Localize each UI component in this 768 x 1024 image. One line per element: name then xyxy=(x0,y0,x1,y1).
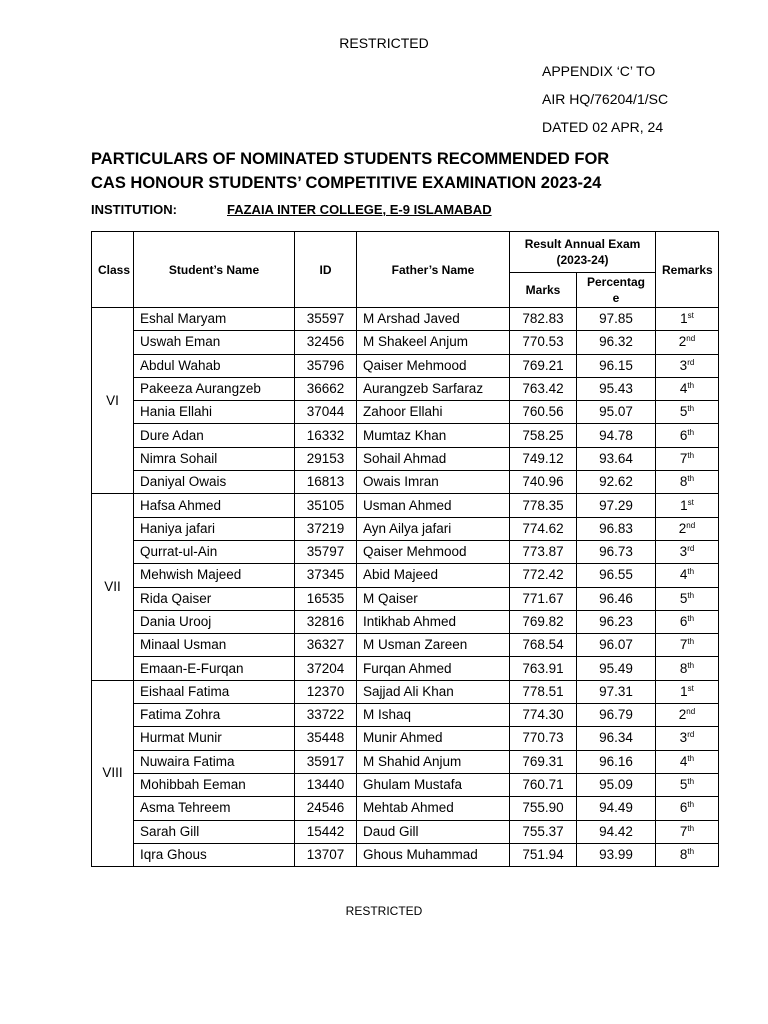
student-id-cell: 37044 xyxy=(295,401,357,424)
student-id-cell: 36662 xyxy=(295,377,357,400)
rank-suffix: st xyxy=(687,497,694,507)
table-row xyxy=(92,377,719,400)
remarks-cell xyxy=(656,331,719,354)
student-name-cell: Mehwish Majeed xyxy=(134,564,295,587)
rank-number: 4 xyxy=(679,381,688,397)
remarks-cell xyxy=(656,564,719,587)
rank-number: 4 xyxy=(679,567,688,583)
header-class: Class xyxy=(92,232,134,308)
rank-suffix: th xyxy=(687,846,695,856)
percentage-cell: 97.31 xyxy=(577,680,656,703)
restricted-marking-top: RESTRICTED xyxy=(339,35,429,51)
marks-cell: 751.94 xyxy=(510,843,577,866)
table-row xyxy=(92,471,719,494)
students-table-body xyxy=(92,308,719,867)
title-line-2: CAS HONOUR STUDENTS’ COMPETITIVE EXAMINATION 2023-24 xyxy=(91,174,602,192)
student-id-cell: 35105 xyxy=(295,494,357,517)
rank-suffix: nd xyxy=(686,334,696,344)
rank-number: 1 xyxy=(680,683,688,699)
father-name-cell: Owais Imran xyxy=(357,471,510,494)
student-name-cell: Haniya jafari xyxy=(134,517,295,540)
student-id-cell: 16332 xyxy=(295,424,357,447)
father-name-cell: Daud Gill xyxy=(357,820,510,843)
student-id-cell: 16813 xyxy=(295,471,357,494)
rank-suffix: th xyxy=(687,660,695,670)
header-result-annual-exam xyxy=(510,232,656,273)
father-name-cell: Mumtaz Khan xyxy=(357,424,510,447)
student-id-cell: 36327 xyxy=(295,634,357,657)
father-name-cell: Ghous Muhammad xyxy=(357,843,510,866)
marks-cell: 740.96 xyxy=(510,471,577,494)
student-id-cell: 35448 xyxy=(295,727,357,750)
table-row xyxy=(92,773,719,796)
remarks-cell xyxy=(656,377,719,400)
father-name-cell: Munir Ahmed xyxy=(357,727,510,750)
restricted-marking-bottom: RESTRICTED xyxy=(345,904,423,918)
rank-number: 2 xyxy=(678,707,687,723)
marks-cell: 769.21 xyxy=(510,354,577,377)
header-percentage xyxy=(577,273,656,308)
student-id-cell: 37345 xyxy=(295,564,357,587)
marks-cell: 763.42 xyxy=(510,377,577,400)
marks-cell: 755.37 xyxy=(510,820,577,843)
rank-number: 2 xyxy=(678,334,687,350)
remarks-cell xyxy=(656,471,719,494)
student-name-cell: Emaan-E-Furqan xyxy=(134,657,295,680)
father-name-cell: M Usman Zareen xyxy=(357,634,510,657)
percentage-cell: 95.09 xyxy=(577,773,656,796)
percentage-cell: 93.64 xyxy=(577,447,656,470)
marks-cell: 771.67 xyxy=(510,587,577,610)
percentage-cell: 97.29 xyxy=(577,494,656,517)
marks-cell: 763.91 xyxy=(510,657,577,680)
rank-suffix: th xyxy=(687,381,695,391)
marks-cell: 760.56 xyxy=(510,401,577,424)
rank-number: 1 xyxy=(680,497,688,513)
student-id-cell: 33722 xyxy=(295,704,357,727)
percentage-cell: 92.62 xyxy=(577,471,656,494)
percentage-cell: 96.73 xyxy=(577,540,656,563)
rank-suffix: th xyxy=(687,777,695,787)
institution-label: INSTITUTION: xyxy=(91,202,177,217)
student-name-cell: Daniyal Owais xyxy=(134,471,295,494)
rank-number: 3 xyxy=(679,730,688,746)
rank-number: 6 xyxy=(679,614,688,629)
father-name-cell: Furqan Ahmed xyxy=(357,657,510,680)
student-id-cell: 35796 xyxy=(295,354,357,377)
percentage-cell: 96.83 xyxy=(577,517,656,540)
rank-suffix: th xyxy=(687,823,695,833)
table-row xyxy=(92,634,719,657)
header-marks: Marks xyxy=(510,273,577,308)
remarks-cell xyxy=(656,657,719,680)
percentage-cell: 93.99 xyxy=(577,843,656,866)
father-name-cell: Abid Majeed xyxy=(357,564,510,587)
student-name-cell: Qurrat-ul-Ain xyxy=(134,540,295,563)
marks-cell: 758.25 xyxy=(510,424,577,447)
table-row xyxy=(92,610,719,633)
marks-cell: 755.90 xyxy=(510,797,577,820)
student-name-cell: Nuwaira Fatima xyxy=(134,750,295,773)
student-id-cell: 35597 xyxy=(295,308,357,331)
rank-suffix: rd xyxy=(687,730,695,740)
rank-suffix: th xyxy=(687,474,695,484)
institution-name: FAZAIA INTER COLLEGE, E-9 ISLAMABAD xyxy=(227,202,492,217)
student-name-cell: Mohibbah Eeman xyxy=(134,773,295,796)
marks-cell: 778.35 xyxy=(510,494,577,517)
table-row xyxy=(92,564,719,587)
father-name-cell: Qaiser Mehmood xyxy=(357,354,510,377)
rank-number: 7 xyxy=(679,823,688,839)
student-name-cell: Hurmat Munir xyxy=(134,727,295,750)
header-id: ID xyxy=(295,232,357,308)
student-id-cell: 16535 xyxy=(295,587,357,610)
letter-date: DATED 02 APR, 24 xyxy=(542,119,664,135)
remarks-cell xyxy=(656,773,719,796)
student-id-cell: 35917 xyxy=(295,750,357,773)
remarks-cell xyxy=(656,540,719,563)
marks-cell: 749.12 xyxy=(510,447,577,470)
table-row xyxy=(92,331,719,354)
rank-number: 4 xyxy=(679,753,688,769)
rank-number: 7 xyxy=(679,450,688,466)
table-row xyxy=(92,797,719,820)
header-remarks: Remarks xyxy=(656,232,719,308)
student-id-cell: 37219 xyxy=(295,517,357,540)
student-id-cell: 12370 xyxy=(295,680,357,703)
letter-reference-number: AIR HQ/76204/1/SC xyxy=(542,91,669,107)
student-name-cell: Rida Qaiser xyxy=(134,587,295,610)
student-name-cell: Nimra Sohail xyxy=(134,447,295,470)
percentage-cell: 96.46 xyxy=(577,587,656,610)
document-title xyxy=(91,147,711,195)
rank-number: 2 xyxy=(678,520,687,536)
title-line-1: PARTICULARS OF NOMINATED STUDENTS RECOMMENDED FOR xyxy=(91,150,610,168)
marks-cell: 774.30 xyxy=(510,704,577,727)
remarks-cell xyxy=(656,517,719,540)
remarks-cell xyxy=(656,680,719,703)
father-name-cell: Ghulam Mustafa xyxy=(357,773,510,796)
percentage-cell: 94.78 xyxy=(577,424,656,447)
father-name-cell: M Shahid Anjum xyxy=(357,750,510,773)
percentage-cell: 97.85 xyxy=(577,308,656,331)
table-row xyxy=(92,727,719,750)
remarks-cell xyxy=(656,727,719,750)
father-name-cell: Sohail Ahmad xyxy=(357,447,510,470)
header-father-name: Father’s Name xyxy=(357,232,510,308)
father-name-cell: Ayn Ailya jafari xyxy=(357,517,510,540)
rank-number: 8 xyxy=(679,474,688,490)
remarks-cell xyxy=(656,704,719,727)
rank-suffix: st xyxy=(687,683,694,693)
students-table xyxy=(91,231,719,867)
class-cell: VIII xyxy=(92,680,134,866)
remarks-cell xyxy=(656,354,719,377)
table-row xyxy=(92,494,719,517)
table-row xyxy=(92,587,719,610)
percentage-cell: 96.34 xyxy=(577,727,656,750)
marks-cell: 772.42 xyxy=(510,564,577,587)
father-name-cell: M Qaiser xyxy=(357,587,510,610)
table-row xyxy=(92,447,719,470)
rank-number: 8 xyxy=(679,660,688,676)
remarks-cell xyxy=(656,820,719,843)
student-name-cell: Abdul Wahab xyxy=(134,354,295,377)
remarks-cell xyxy=(656,447,719,470)
percentage-cell: 96.32 xyxy=(577,331,656,354)
class-cell: VII xyxy=(92,494,134,680)
rank-suffix: th xyxy=(687,567,695,577)
student-name-cell: Eshal Maryam xyxy=(134,308,295,331)
table-row xyxy=(92,680,719,703)
student-id-cell: 24546 xyxy=(295,797,357,820)
student-name-cell: Uswah Eman xyxy=(134,331,295,354)
percentage-cell: 96.79 xyxy=(577,704,656,727)
student-name-cell: Iqra Ghous xyxy=(134,843,295,866)
table-row xyxy=(92,820,719,843)
percentage-cell: 96.55 xyxy=(577,564,656,587)
student-id-cell: 13707 xyxy=(295,843,357,866)
remarks-cell xyxy=(656,401,719,424)
percentage-cell: 95.07 xyxy=(577,401,656,424)
father-name-cell: Qaiser Mehmood xyxy=(357,540,510,563)
student-id-cell: 13440 xyxy=(295,773,357,796)
header-result-line-1: Result Annual Exam xyxy=(524,237,641,251)
rank-suffix: th xyxy=(687,427,695,437)
rank-number: 6 xyxy=(679,427,688,443)
marks-cell: 770.53 xyxy=(510,331,577,354)
table-row xyxy=(92,424,719,447)
remarks-cell xyxy=(656,843,719,866)
rank-suffix: th xyxy=(687,450,695,460)
father-name-cell: Usman Ahmed xyxy=(357,494,510,517)
table-row xyxy=(92,517,719,540)
percentage-cell: 94.42 xyxy=(577,820,656,843)
rank-number: 5 xyxy=(679,777,688,793)
rank-suffix: st xyxy=(687,311,694,321)
student-name-cell: Fatima Zohra xyxy=(134,704,295,727)
student-name-cell: Sarah Gill xyxy=(134,820,295,843)
marks-cell: 774.62 xyxy=(510,517,577,540)
father-name-cell: Aurangzeb Sarfaraz xyxy=(357,377,510,400)
remarks-cell xyxy=(656,750,719,773)
student-name-cell: Dure Adan xyxy=(134,424,295,447)
remarks-cell xyxy=(656,587,719,610)
student-name-cell: Dania Urooj xyxy=(134,610,295,633)
remarks-cell xyxy=(656,634,719,657)
table-row xyxy=(92,540,719,563)
table-row xyxy=(92,354,719,377)
student-name-cell: Hafsa Ahmed xyxy=(134,494,295,517)
rank-suffix: nd xyxy=(686,520,696,530)
rank-suffix: th xyxy=(687,800,695,810)
student-name-cell: Asma Tehreem xyxy=(134,797,295,820)
rank-number: 3 xyxy=(679,357,688,373)
rank-number: 5 xyxy=(679,404,688,420)
student-id-cell: 32456 xyxy=(295,331,357,354)
student-name-cell: Hania Ellahi xyxy=(134,401,295,424)
marks-cell: 773.87 xyxy=(510,540,577,563)
percentage-cell: 96.16 xyxy=(577,750,656,773)
marks-cell: 778.51 xyxy=(510,680,577,703)
rank-suffix: rd xyxy=(687,544,695,554)
marks-cell: 768.54 xyxy=(510,634,577,657)
rank-number: 3 xyxy=(679,544,688,560)
rank-number: 7 xyxy=(679,637,688,653)
rank-number: 8 xyxy=(679,846,688,862)
header-student-name: Student’s Name xyxy=(134,232,295,308)
father-name-cell: M Arshad Javed xyxy=(357,308,510,331)
rank-suffix: th xyxy=(687,404,695,414)
father-name-cell: M Shakeel Anjum xyxy=(357,331,510,354)
class-cell: VI xyxy=(92,308,134,494)
header-percentage-line-1: Percentag xyxy=(586,275,646,289)
rank-suffix: th xyxy=(687,590,695,600)
table-row xyxy=(92,401,719,424)
rank-number: 5 xyxy=(679,590,688,606)
father-name-cell: M Ishaq xyxy=(357,704,510,727)
student-id-cell: 29153 xyxy=(295,447,357,470)
header-result-line-2: (2023-24) xyxy=(556,253,609,267)
header-percentage-line-2: e xyxy=(612,291,620,305)
percentage-cell: 95.49 xyxy=(577,657,656,680)
father-name-cell: Mehtab Ahmed xyxy=(357,797,510,820)
remarks-cell xyxy=(656,424,719,447)
percentage-cell: 94.49 xyxy=(577,797,656,820)
marks-cell: 769.31 xyxy=(510,750,577,773)
student-name-cell: Minaal Usman xyxy=(134,634,295,657)
rank-suffix: th xyxy=(687,614,695,623)
rank-number: 1 xyxy=(680,311,688,327)
father-name-cell: Sajjad Ali Khan xyxy=(357,680,510,703)
rank-suffix: th xyxy=(687,637,695,647)
table-row xyxy=(92,704,719,727)
rank-suffix: rd xyxy=(687,357,695,367)
percentage-cell: 95.43 xyxy=(577,377,656,400)
student-id-cell: 35797 xyxy=(295,540,357,563)
marks-cell: 770.73 xyxy=(510,727,577,750)
table-row xyxy=(92,657,719,680)
table-row xyxy=(92,308,719,331)
rank-number: 6 xyxy=(679,800,688,816)
percentage-cell: 96.15 xyxy=(577,354,656,377)
remarks-cell xyxy=(656,308,719,331)
percentage-cell: 96.07 xyxy=(577,634,656,657)
student-id-cell: 32816 xyxy=(295,610,357,633)
percentage-cell: 96.23 xyxy=(577,610,656,633)
marks-cell: 760.71 xyxy=(510,773,577,796)
rank-suffix: nd xyxy=(686,707,696,717)
student-id-cell: 37204 xyxy=(295,657,357,680)
marks-cell: 769.82 xyxy=(510,610,577,633)
appendix-reference: APPENDIX ‘C’ TO xyxy=(542,63,656,79)
student-name-cell: Eishaal Fatima xyxy=(134,680,295,703)
father-name-cell: Zahoor Ellahi xyxy=(357,401,510,424)
table-row xyxy=(92,750,719,773)
remarks-cell xyxy=(656,494,719,517)
marks-cell: 782.83 xyxy=(510,308,577,331)
student-name-cell: Pakeeza Aurangzeb xyxy=(134,377,295,400)
table-row xyxy=(92,843,719,866)
remarks-cell xyxy=(656,610,719,633)
father-name-cell: Intikhab Ahmed xyxy=(357,610,510,633)
rank-suffix: th xyxy=(687,753,695,763)
remarks-cell xyxy=(656,797,719,820)
student-id-cell: 15442 xyxy=(295,820,357,843)
